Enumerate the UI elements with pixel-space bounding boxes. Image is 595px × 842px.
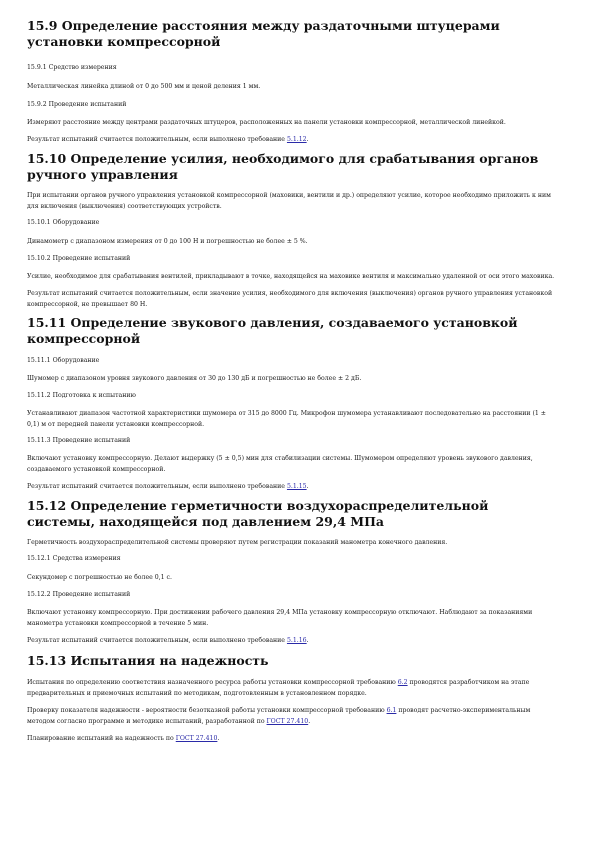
- document-page: [27, 18, 560, 744]
- section-15-11-1-label: 15.11.1 Оборудование: [27, 357, 100, 364]
- section-15-10-2-text: Усилие, необходимое для срабатывания вентилей, прикладывают в точке, находящейся на маховике вентиля и максимально удаленной от оси этого маховика.: [27, 273, 555, 280]
- ref-link-gost-27-410[interactable]: ГОСТ 27.410: [266, 718, 309, 725]
- section-15-9-heading: 15.9 Определение расстояния между раздаточными штуцерами установки компрессорной: [27, 18, 500, 49]
- ref-link-6-2[interactable]: 6.2: [397, 679, 408, 686]
- ref-link-gost-27-410-2[interactable]: ГОСТ 27.410: [175, 735, 218, 742]
- ref-link-6-1[interactable]: 6.1: [386, 707, 397, 714]
- ref-link-5-1-15[interactable]: 5.1.15: [286, 483, 307, 490]
- section-15-10-1-label: 15.10.1 Оборудование: [27, 219, 100, 226]
- section-15-9-result: Результат испытаний считается положительным, если выполнено требование 5.1.12.: [27, 136, 309, 143]
- section-15-12-1-text: Секундомер с погрешностью не более 0,1 с.: [27, 574, 172, 581]
- section-15-10-heading: 15.10 Определение усилия, необходимого для срабатывания органов ручного управления: [27, 151, 539, 182]
- ref-link-5-1-12[interactable]: 5.1.12: [286, 136, 307, 143]
- section-15-13-heading: 15.13 Испытания на надежность: [27, 653, 269, 668]
- section-15-12-intro: Герметичность воздухораспределительной системы проверяют путем регистрации показаний манометра конечного давления.: [27, 539, 448, 546]
- section-15-9-1-label: 15.9.1 Средство измерения: [27, 64, 117, 71]
- section-15-12-result: Результат испытаний считается положительным, если выполнено требование 5.1.16.: [27, 637, 309, 644]
- section-15-13-text-3: Планирование испытаний на надежность по ГОСТ 27.410.: [27, 735, 220, 742]
- section-15-11-3-label: 15.11.3 Проведение испытаний: [27, 437, 131, 444]
- section-15-11-heading: 15.11 Определение звукового давления, создаваемого установкой компрессорной: [27, 315, 518, 346]
- section-15-9-2-label: 15.9.2 Проведение испытаний: [27, 101, 127, 108]
- section-15-12-2-text: Включают установку компрессорную. При достижении рабочего давления 29,4 МПа установку компрессорную отключают. Наблюдают за показаниями манометра установки компрессорной в течение 5 мин.: [27, 609, 533, 627]
- section-15-10-intro: При испытании органов ручного управления установкой компрессорной (маховики, вентили и др.) определяют усилие, которое необходимо приложить к ним для включения (выключения) соответствующих устройств.: [27, 192, 551, 210]
- section-15-11-1-text: Шумомер с диапазоном уровня звукового давления от 30 до 130 дБ и погрешностью не более ± 2 дБ.: [27, 375, 362, 382]
- section-15-12-heading: 15.12 Определение герметичности воздухораспределительной системы, находящейся под давлением 29,4 МПа: [27, 498, 489, 529]
- ref-link-5-1-16[interactable]: 5.1.16: [286, 637, 307, 644]
- section-15-10-2-label: 15.10.2 Проведение испытаний: [27, 255, 131, 262]
- section-15-11-result: Результат испытаний считается положительным, если выполнено требование 5.1.15.: [27, 483, 309, 490]
- section-15-11-3-text: Включают установку компрессорную. Делают выдержку (5 ± 0,5) мин для стабилизации системы. Шумомером определяют уровень звукового давления, создаваемого установкой компрессорной.: [27, 455, 533, 473]
- section-15-10-result: Результат испытаний считается положительным, если значение усилия, необходимого для включения (выключения) органов ручного управления установкой компрессорной, не превышает 80 Н.: [27, 290, 553, 308]
- section-15-12-1-label: 15.12.1 Средства измерения: [27, 555, 121, 562]
- section-15-9-2-text: Измеряют расстояние между центрами раздаточных штуцеров, расположенных на панели установки компрессорной, металлической линейкой.: [27, 119, 506, 126]
- section-15-9-1-text: Металлическая линейка длиной от 0 до 500 мм и ценой деления 1 мм.: [27, 83, 261, 90]
- section-15-11-2-label: 15.11.2 Подготовка к испытанию: [27, 392, 136, 399]
- section-15-10-1-text: Динамометр с диапазоном измерения от 0 до 100 Н и погрешностью не более ± 5 %.: [27, 238, 308, 245]
- section-15-13-text-1: Испытания по определению соответствия назначенного ресурса работы установки компрессорной требованию 6.2 проводятся разработчиком на этапе предварительных и приемочных испытаний по методикам, подготовленным в установленном порядке.: [27, 679, 530, 697]
- section-15-11-2-text: Устанавливают диапазон частотной характеристики шумомера от 315 до 8000 Гц. Микрофон шумомера устанавливают последовательно на расстоянии (1 ± 0,1) м от передней панели установки компрессорной.: [27, 410, 546, 428]
- section-15-13-text-2: Проверку показателя надежности - вероятности безотказной работы установки компрессорной требованию 6.1 проводят расчетно-экспериментальным методом согласно программе и методике испытаний, разработанной по ГОСТ 27.410.: [27, 707, 531, 725]
- section-15-12-2-label: 15.12.2 Проведение испытаний: [27, 591, 131, 598]
